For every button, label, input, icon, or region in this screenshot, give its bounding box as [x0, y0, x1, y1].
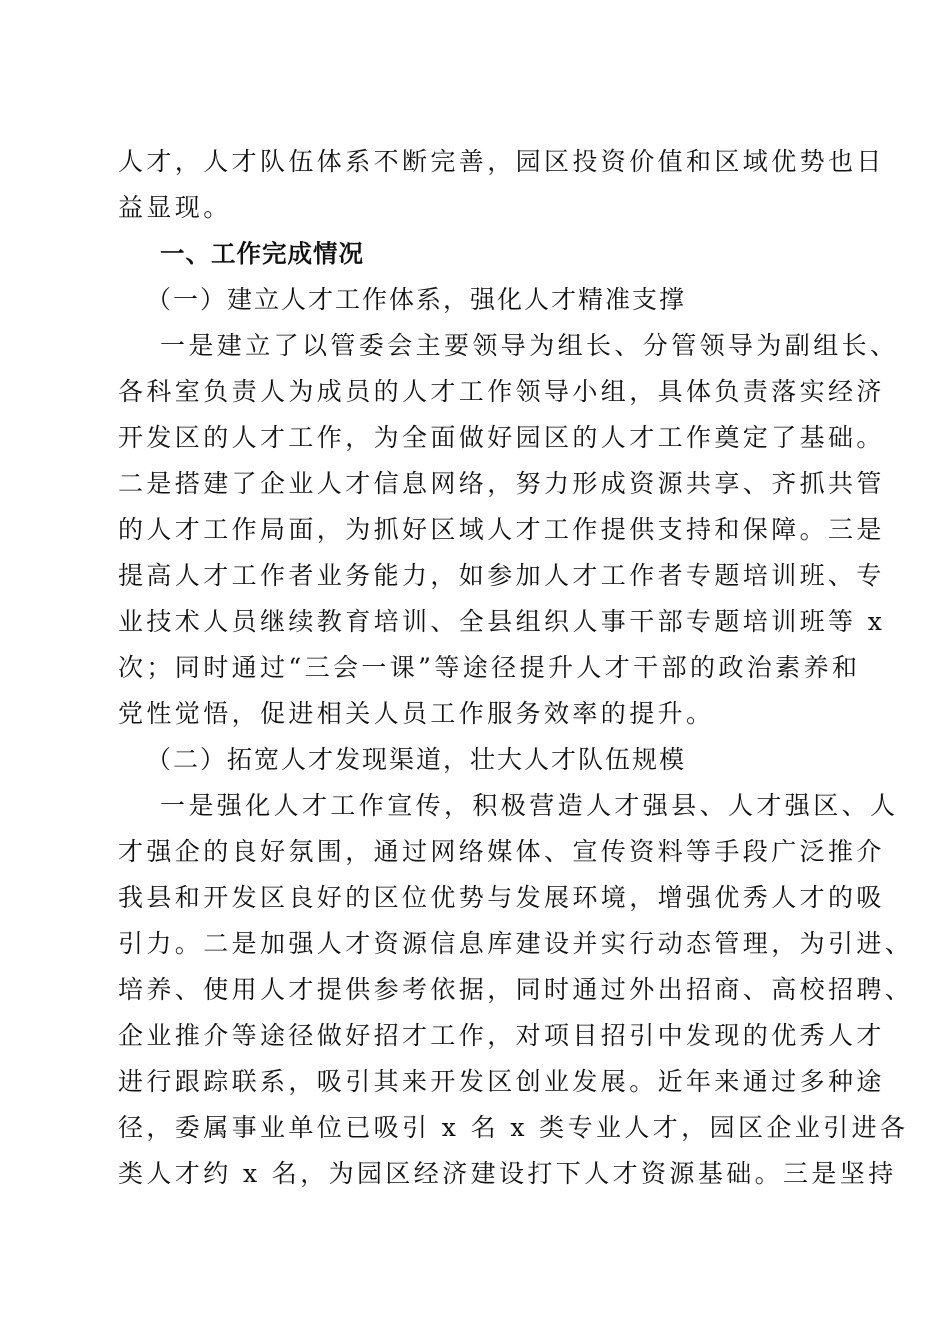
- paragraph-line: 才强企的良好氛围，通过网络媒体、宣传资料等手段广泛推介: [118, 837, 885, 866]
- paragraph-line: 引力。二是加强人才资源信息库建设并实行动态管理，为引进、: [118, 929, 914, 958]
- paragraph-line: 开发区的人才工作，为全面做好园区的人才工作奠定了基础。: [118, 423, 885, 452]
- paragraph-line: 径，委属事业单位已吸引 x 名 x 类专业人才，园区企业引进各: [118, 1113, 909, 1142]
- paragraph-line: 的人才工作局面，为抓好区域人才工作提供支持和保障。三是: [118, 515, 885, 544]
- paragraph-line: 企业推介等途径做好招才工作，对项目招引中发现的优秀人才: [118, 1021, 885, 1050]
- paragraph-line: 一是建立了以管委会主要领导为组长、分管领导为副组长、: [160, 331, 899, 360]
- paragraph-line: 培养、使用人才提供参考依据，同时通过外出招商、高校招聘、: [118, 975, 914, 1004]
- paragraph-line: 一是强化人才工作宣传，积极营造人才强县、人才强区、人: [160, 791, 899, 820]
- paragraph-line: 人才，人才队伍体系不断完善，园区投资价值和区域优势也日: [118, 147, 885, 176]
- paragraph-line: 各科室负责人为成员的人才工作领导小组，具体负责落实经济: [118, 377, 885, 406]
- paragraph-line: 二是搭建了企业人才信息网络，努力形成资源共享、齐抓共管: [118, 469, 885, 498]
- paragraph-line: 进行跟踪联系，吸引其来开发区创业发展。近年来通过多种途: [118, 1067, 885, 1096]
- paragraph-line: 提高人才工作者业务能力，如参加人才工作者专题培训班、专: [118, 561, 885, 590]
- section-heading: 一、工作完成情况: [160, 239, 364, 268]
- paragraph-line: 益显现。: [118, 193, 232, 222]
- paragraph-line: 业技术人员继续教育培训、全县组织人事干部专题培训班等 x: [118, 607, 886, 636]
- subsection-heading: （二）拓宽人才发现渠道，壮大人才队伍规模: [146, 745, 687, 774]
- subsection-heading: （一）建立人才工作体系，强化人才精准支撑: [146, 285, 687, 314]
- paragraph-line: 我县和开发区良好的区位优势与发展环境，增强优秀人才的吸: [118, 883, 885, 912]
- paragraph-line: 次；同时通过“三会一课”等途径提升人才干部的政治素养和: [118, 653, 861, 682]
- paragraph-line: 类人才约 x 名，为园区经济建设打下人才资源基础。三是坚持: [118, 1159, 897, 1188]
- paragraph-line: 党性觉悟，促进相关人员工作服务效率的提升。: [118, 699, 715, 728]
